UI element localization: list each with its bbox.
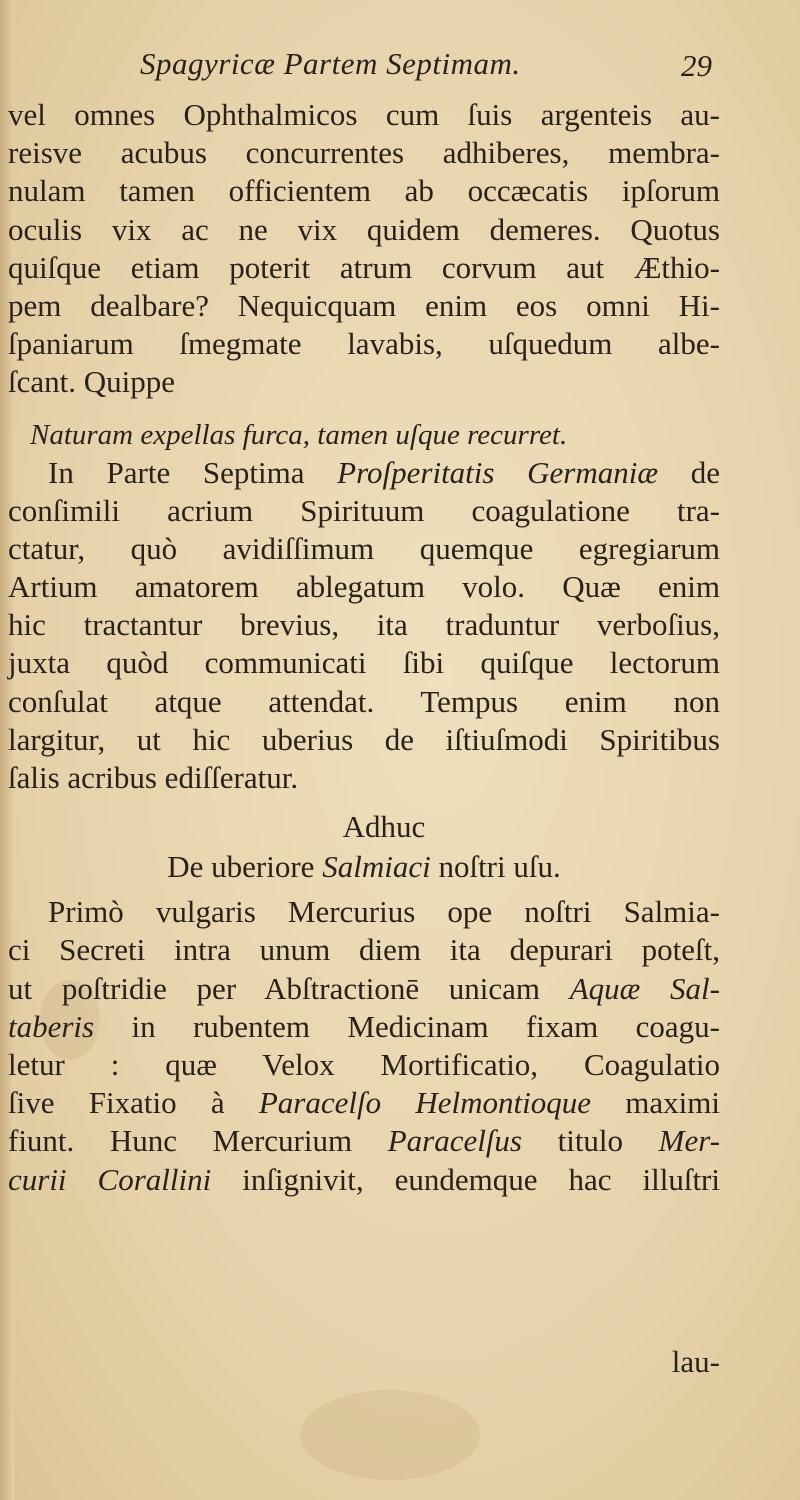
text-span: ſive Fixatio à <box>8 1085 259 1121</box>
text-line: ſcant. Quippe <box>8 364 176 400</box>
text-line <box>8 1084 720 1122</box>
text-span: maximi <box>591 1085 720 1121</box>
text-line <box>8 970 720 1008</box>
italic-span: Paracelſo Helmontioque <box>258 1085 592 1121</box>
text-line: letur : quæ Velox Mortificatio, Coagulatio <box>8 1046 720 1082</box>
text-line <box>8 454 720 492</box>
text-line: ctatur, quò avidiſſimum quemque egregiarum <box>8 530 720 566</box>
paragraph-3 <box>8 893 720 1199</box>
text-line: hic tractantur brevius, ita traduntur verboſius, <box>8 607 720 643</box>
section-heading-line-1: Adhuc <box>342 809 426 845</box>
paragraph-2 <box>8 454 720 798</box>
italic-span: Paracelſus <box>387 1123 522 1159</box>
text-line: ſalis acribus ediſſeratur. <box>8 760 299 795</box>
text-span: In Parte Septima <box>48 454 338 490</box>
text-line <box>8 1008 720 1046</box>
body-text <box>8 96 720 1199</box>
text-line: juxta quòd communicati ſibi quiſque lectorum <box>8 645 720 681</box>
italic-span: taberis <box>8 1008 95 1044</box>
text-line: oculis vix ac ne vix quidem demeres. Quotus <box>8 211 720 247</box>
page-number: 29 <box>681 48 712 83</box>
paragraph-1 <box>8 96 720 402</box>
text-line: largitur, ut hic uberius de iſtiuſmodi Spiritibus <box>8 721 720 757</box>
text-line: ci Secreti intra unum diem ita depurari poteſt, <box>8 932 720 968</box>
text-line: Primò vulgaris Mercurius ope noſtri Salmia- <box>48 894 720 930</box>
text-line: quiſque etiam poterit atrum corvum aut Æthio- <box>8 249 720 285</box>
text-span: de <box>658 454 720 490</box>
text-span: noſtri uſu. <box>430 849 561 885</box>
text-line <box>8 1161 720 1199</box>
text-span: fiunt. Hunc Mercurium <box>8 1123 388 1159</box>
text-span: titulo <box>522 1123 659 1159</box>
italic-span: Proſperitatis Germaniæ <box>337 454 659 490</box>
text-line: pem dealbare? Nequicquam enim eos omni Hi- <box>8 287 720 323</box>
text-line: ſpaniarum ſmegmate lavabis, uſquedum albe- <box>8 326 720 362</box>
text-line: vel omnes Ophthalmicos cum ſuis argenteis au- <box>8 97 720 132</box>
catchword: lau- <box>671 1344 720 1379</box>
italic-span: Aquæ Sal- <box>569 970 720 1006</box>
text-span: in rubentem Medicinam fixam coagu- <box>94 1008 720 1044</box>
section-heading-line-2 <box>8 847 720 887</box>
italic-span: Salmiaci <box>322 849 431 885</box>
paper-stain <box>300 1390 480 1480</box>
text-span: De uberiore <box>167 849 323 885</box>
running-head: Spagyricæ Partem Septimam. <box>140 46 521 81</box>
italic-span: Mer- <box>658 1123 720 1159</box>
text-line: conſimili acrium Spirituum coagulatione tra- <box>8 492 720 528</box>
italic-span: curii Corallini <box>8 1161 212 1197</box>
verse-quotation: Naturam expellas furca, tamen uſque recurret. <box>30 418 568 451</box>
text-line <box>8 1122 720 1160</box>
text-span: inſignivit, eundemque hac illuſtri <box>211 1161 720 1197</box>
text-span: ut poſtridie per Abſtractionē unicam <box>8 970 570 1006</box>
text-line: nulam tamen officientem ab occæcatis ipſorum <box>8 173 720 209</box>
page-header <box>0 46 800 96</box>
text-line: Artium amatorem ablegatum volo. Quæ enim <box>8 569 720 605</box>
text-line: conſulat atque attendat. Tempus enim non <box>8 683 720 719</box>
text-line: reisve acubus concurrentes adhiberes, membra- <box>8 135 720 171</box>
